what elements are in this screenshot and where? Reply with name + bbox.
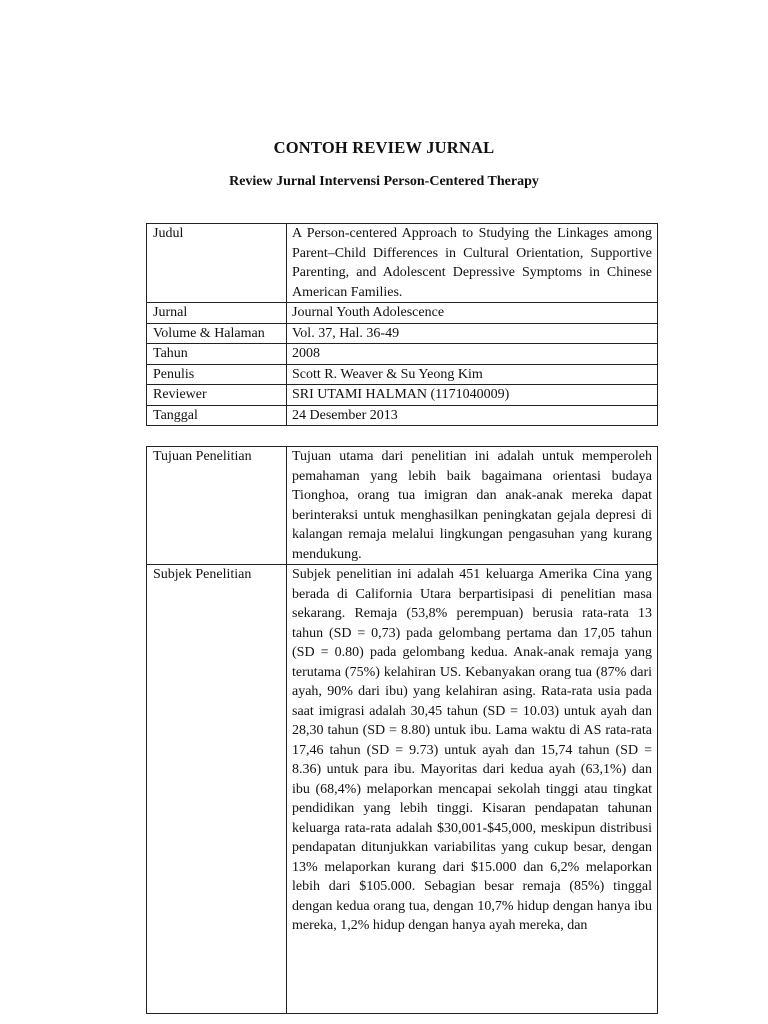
document-subtitle: Review Jurnal Intervensi Person-Centered Therapy [229, 174, 539, 189]
row-label-volume: Volume & Halaman [147, 323, 287, 344]
row-label-penulis: Penulis [147, 364, 287, 385]
row-value-judul: A Person-centered Approach to Studying the Linkages among Parent–Child Differences in Cultural Orientation, Supportive Parenting, and Adolescent Depressive Symptoms in Chinese American Families. [287, 224, 658, 303]
row-label-judul: Judul [147, 224, 287, 303]
journal-info-table [146, 223, 658, 426]
row-label-tujuan: Tujuan Penelitian [147, 447, 287, 565]
row-value-tujuan: Tujuan utama dari penelitian ini adalah untuk memperoleh pemahaman yang lebih baik bagaimana orientasi budaya Tionghoa, orang tua imigran dan anak-anak mereka dapat berinteraksi untuk menghasilkan peningkatan gejala depresi di kalangan remaja melalui lingkungan pengasuhan yang kurang mendukung. [287, 447, 658, 565]
row-value-reviewer: SRI UTAMI HALMAN (1171040009) [287, 385, 658, 406]
table-row [147, 344, 658, 365]
row-value-penulis: Scott R. Weaver & Su Yeong Kim [287, 364, 658, 385]
table-row [147, 565, 658, 1014]
table-row [147, 364, 658, 385]
table-row [147, 385, 658, 406]
row-label-subjek: Subjek Penelitian [147, 565, 287, 1014]
row-label-tahun: Tahun [147, 344, 287, 365]
research-summary-table [146, 446, 658, 1014]
row-label-jurnal: Jurnal [147, 303, 287, 324]
table-row [147, 323, 658, 344]
document-title: CONTOH REVIEW JURNAL [273, 138, 495, 157]
row-value-subjek: Subjek penelitian ini adalah 451 keluarga Amerika Cina yang berada di California Utara berpartisipasi di penelitian masa sekarang. Remaja (53,8% perempuan) berusia rata-rata 13 tahun (SD = 0,73) pada gelombang pertama dan 17,05 tahun (SD = 0.80) pada gelombang kedua. Anak-anak remaja yang terutama (75%) kelahiran US. Kebanyakan orang tua (87% dari ayah, 90% dari ibu) yang kelahiran asing. Rata-rata usia pada saat imigrasi adalah 30,45 tahun (SD = 10.03) untuk ayah dan 28,30 tahun (SD = 8.80) untuk ibu. Lama waktu di AS rata-rata 17,46 tahun (SD = 9.73) untuk ayah dan 15,74 tahun (SD = 8.36) untuk para ibu. Mayoritas dari kedua ayah (63,1%) dan ibu (68,4%) melaporkan mencapai sekolah tinggi atau tingkat pendidikan yang lebih tinggi. Kisaran pendapatan tahunan keluarga rata-rata adalah $30,001-$45,000, meskipun distribusi pendapatan ditunjukkan variabilitas yang cukup besar, dengan 13% melaporkan kurang dari $15.000 dan 6,2% melaporkan lebih dari $105.000. Sebagian besar remaja (85%) tinggal dengan kedua orang tua, dengan 10,7% hidup dengan hanya ibu mereka, 1,2% hidup dengan hanya ayah mereka, dan [292, 567, 652, 933]
table-row [147, 303, 658, 324]
table-row [147, 447, 658, 565]
row-value-subjek-cell [287, 565, 658, 1014]
table-row [147, 405, 658, 426]
table-row [147, 224, 658, 303]
row-value-tanggal: 24 Desember 2013 [287, 405, 658, 426]
row-value-volume: Vol. 37, Hal. 36-49 [287, 323, 658, 344]
row-label-reviewer: Reviewer [147, 385, 287, 406]
row-value-jurnal: Journal Youth Adolescence [287, 303, 658, 324]
row-value-tahun: 2008 [287, 344, 658, 365]
row-label-tanggal: Tanggal [147, 405, 287, 426]
